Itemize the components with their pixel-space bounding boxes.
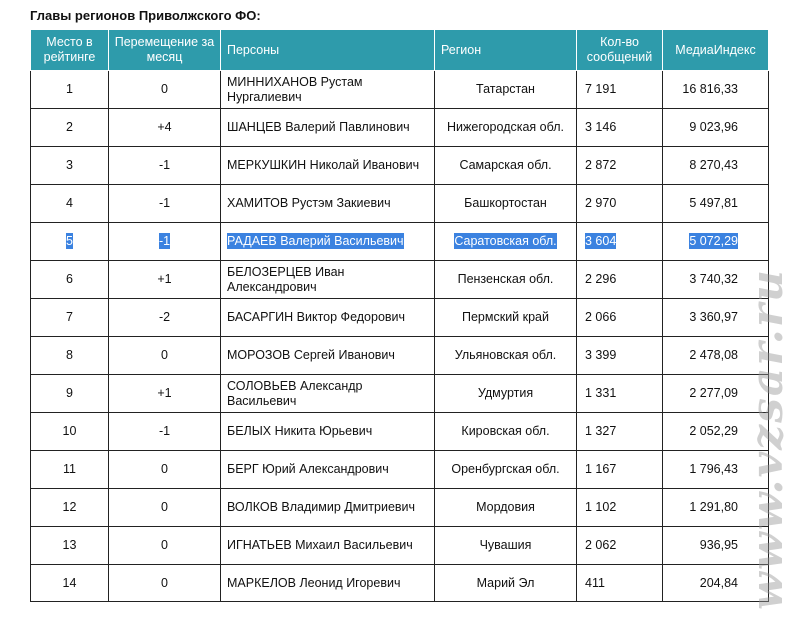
- media-cell: [663, 527, 769, 565]
- count-cell-text: 3 146: [585, 120, 617, 134]
- person-cell-text: ШАНЦЕВ Валерий Павлинович: [227, 120, 410, 134]
- region-cell: [435, 489, 577, 527]
- media-cell-text: 2 052,29: [689, 424, 738, 438]
- change-cell: [109, 299, 221, 337]
- count-cell: [577, 71, 663, 109]
- media-cell: [663, 147, 769, 185]
- person-cell-text: БАСАРГИН Виктор Федорович: [227, 310, 406, 324]
- table-row: [31, 147, 769, 185]
- table-row: [31, 71, 769, 109]
- column-header-media: МедиаИндекс: [663, 30, 769, 71]
- person-cell: [221, 223, 435, 261]
- person-cell-text: ВОЛКОВ Владимир Дмитриевич: [227, 500, 416, 514]
- count-cell-text: 7 191: [585, 82, 617, 96]
- rank-cell-text: 9: [66, 386, 73, 400]
- region-cell: [435, 299, 577, 337]
- region-cell-text: Ульяновская обл.: [454, 348, 557, 362]
- rank-cell: [31, 337, 109, 375]
- region-cell-text: Оренбургская обл.: [451, 462, 560, 476]
- count-cell-text: 411: [585, 575, 605, 590]
- table-row: [31, 375, 769, 413]
- media-cell-text: 8 270,43: [689, 158, 738, 172]
- change-cell: [109, 261, 221, 299]
- media-cell: [663, 565, 769, 602]
- media-cell-text: 5 497,81: [689, 196, 738, 210]
- rank-cell-text: 7: [66, 310, 73, 324]
- media-cell-text: 3 360,97: [689, 310, 738, 324]
- count-cell-text: 2 062: [585, 538, 617, 552]
- media-cell-text: 2 478,08: [689, 348, 738, 362]
- media-cell-text: 1 291,80: [689, 500, 738, 514]
- change-cell: [109, 71, 221, 109]
- rank-cell: [31, 375, 109, 413]
- count-cell: [577, 451, 663, 489]
- person-cell-text: ИГНАТЬЕВ Михаил Васильевич: [227, 538, 413, 552]
- rank-cell-text: 4: [66, 196, 73, 210]
- change-cell: [109, 147, 221, 185]
- change-cell-text: 0: [161, 575, 168, 590]
- region-cell-text: Пермский край: [462, 310, 549, 324]
- media-cell-text: 9 023,96: [689, 120, 738, 134]
- person-cell: [221, 261, 435, 299]
- change-cell-text: 0: [161, 82, 168, 96]
- media-cell-text: 1 796,43: [689, 462, 738, 476]
- change-cell-text: -1: [158, 196, 171, 210]
- rank-cell: [31, 261, 109, 299]
- media-cell-text: 936,95: [699, 538, 738, 552]
- region-cell-text: Удмуртия: [477, 386, 534, 400]
- person-cell: [221, 451, 435, 489]
- change-cell-text: 0: [161, 462, 168, 476]
- rank-cell-text: 3: [66, 158, 73, 172]
- column-header-region: Регион: [435, 30, 577, 71]
- count-cell: [577, 565, 663, 602]
- region-cell: [435, 185, 577, 223]
- person-cell: [221, 71, 435, 109]
- count-cell: [577, 185, 663, 223]
- count-cell-text: 1 167: [585, 462, 617, 476]
- person-cell-text: БЕЛЫХ Никита Юрьевич: [227, 424, 373, 438]
- change-cell-text: +1: [157, 386, 172, 400]
- media-cell-text: 3 740,32: [689, 272, 738, 286]
- rank-cell-text: 6: [66, 272, 73, 286]
- count-cell: [577, 337, 663, 375]
- region-cell: [435, 451, 577, 489]
- count-cell: [577, 223, 663, 261]
- column-header-person: Персоны: [221, 30, 435, 71]
- count-cell: [577, 109, 663, 147]
- region-cell: [435, 565, 577, 602]
- media-cell-text: 204,84: [699, 575, 738, 590]
- region-cell-text: Татарстан: [476, 82, 535, 96]
- person-cell-text: МОРОЗОВ Сергей Иванович: [227, 348, 395, 362]
- rank-cell-text: 5: [66, 234, 73, 248]
- count-cell-text: 3 604: [585, 234, 617, 248]
- table-row: [31, 223, 769, 261]
- change-cell: [109, 109, 221, 147]
- region-cell-text: Самарская обл.: [459, 158, 552, 172]
- change-cell: [109, 223, 221, 261]
- person-cell-text: МИННИХАНОВ Рустам Нургалиевич: [227, 74, 363, 104]
- table-row: [31, 299, 769, 337]
- rank-cell-text: 14: [62, 575, 77, 590]
- media-cell-text: 2 277,09: [689, 386, 738, 400]
- region-cell: [435, 71, 577, 109]
- region-cell-text: Пензенская обл.: [457, 272, 554, 286]
- person-cell-text: СОЛОВЬЕВ Александр Васильевич: [227, 378, 363, 408]
- rating-table: [30, 29, 769, 602]
- region-cell: [435, 147, 577, 185]
- person-cell: [221, 375, 435, 413]
- count-cell-text: 2 970: [585, 196, 617, 210]
- media-cell: [663, 223, 769, 261]
- person-cell: [221, 299, 435, 337]
- change-cell: [109, 527, 221, 565]
- count-cell: [577, 527, 663, 565]
- change-cell-text: -2: [158, 310, 171, 324]
- count-cell: [577, 489, 663, 527]
- change-cell-text: +4: [157, 120, 172, 134]
- rank-cell-text: 11: [63, 462, 76, 476]
- column-header-change: Перемещение за месяц: [109, 30, 221, 71]
- rank-cell: [31, 413, 109, 451]
- rank-cell: [31, 489, 109, 527]
- count-cell-text: 2 296: [585, 272, 617, 286]
- person-cell: [221, 565, 435, 602]
- media-cell: [663, 451, 769, 489]
- media-cell-text: 16 816,33: [682, 82, 738, 96]
- person-cell: [221, 109, 435, 147]
- rank-cell: [31, 109, 109, 147]
- media-cell: [663, 299, 769, 337]
- media-cell: [663, 185, 769, 223]
- region-cell-text: Саратовская обл.: [454, 234, 557, 248]
- change-cell: [109, 565, 221, 602]
- region-cell-text: Башкортостан: [464, 196, 547, 210]
- rank-cell: [31, 565, 109, 602]
- person-cell: [221, 527, 435, 565]
- media-cell: [663, 375, 769, 413]
- watermark: www.vzsar.ru: [742, 268, 793, 610]
- media-cell: [663, 337, 769, 375]
- media-cell: [663, 109, 769, 147]
- change-cell-text: 0: [161, 538, 168, 552]
- region-cell-text: Мордовия: [476, 500, 535, 514]
- count-cell-text: 2 066: [585, 310, 617, 324]
- count-cell-text: 1 102: [585, 500, 617, 514]
- change-cell-text: 0: [161, 500, 168, 514]
- region-cell-text: Чувашия: [479, 538, 532, 552]
- rank-cell: [31, 223, 109, 261]
- table-row: [31, 185, 769, 223]
- region-cell-text: Кировская обл.: [461, 424, 550, 438]
- table-row: [31, 527, 769, 565]
- rank-cell: [31, 147, 109, 185]
- count-cell-text: 1 331: [585, 386, 617, 400]
- person-cell: [221, 147, 435, 185]
- rank-cell: [31, 451, 109, 489]
- rank-cell: [31, 185, 109, 223]
- table-row: [31, 261, 769, 299]
- table-row: [31, 565, 769, 602]
- rank-cell: [31, 299, 109, 337]
- change-cell: [109, 489, 221, 527]
- rank-cell: [31, 527, 109, 565]
- count-cell-text: 3 399: [585, 348, 617, 362]
- count-cell: [577, 375, 663, 413]
- region-cell-text: Марий Эл: [476, 575, 535, 590]
- column-header-rank: Место в рейтинге: [31, 30, 109, 71]
- page-title: Главы регионов Приволжского ФО:: [30, 8, 261, 23]
- person-cell-text: МЕРКУШКИН Николай Иванович: [227, 158, 420, 172]
- media-cell: [663, 261, 769, 299]
- region-cell: [435, 527, 577, 565]
- table-row: [31, 489, 769, 527]
- region-cell: [435, 337, 577, 375]
- rank-cell-text: 1: [66, 82, 73, 96]
- person-cell-text: РАДАЕВ Валерий Васильевич: [227, 234, 404, 248]
- region-cell-text: Нижегородская обл.: [447, 120, 564, 134]
- region-cell: [435, 375, 577, 413]
- change-cell-text: -1: [158, 234, 171, 248]
- person-cell-text: БЕРГ Юрий Александрович: [227, 462, 389, 476]
- person-cell: [221, 185, 435, 223]
- change-cell: [109, 185, 221, 223]
- person-cell: [221, 489, 435, 527]
- person-cell-text: БЕЛОЗЕРЦЕВ Иван Александрович: [227, 264, 345, 294]
- media-cell: [663, 71, 769, 109]
- count-cell: [577, 413, 663, 451]
- rank-cell-text: 8: [66, 348, 73, 362]
- region-cell: [435, 413, 577, 451]
- change-cell-text: 0: [161, 348, 168, 362]
- count-cell: [577, 147, 663, 185]
- rank-cell-text: 13: [62, 538, 77, 552]
- person-cell-text: ХАМИТОВ Рустэм Закиевич: [227, 196, 391, 210]
- rank-cell-text: 2: [66, 120, 73, 134]
- table-row: [31, 451, 769, 489]
- count-cell-text: 1 327: [585, 424, 617, 438]
- change-cell-text: +1: [157, 272, 172, 286]
- count-cell: [577, 299, 663, 337]
- region-cell: [435, 223, 577, 261]
- count-cell: [577, 261, 663, 299]
- region-cell: [435, 109, 577, 147]
- change-cell: [109, 413, 221, 451]
- person-cell-text: МАРКЕЛОВ Леонид Игоревич: [227, 575, 401, 590]
- change-cell-text: -1: [158, 424, 171, 438]
- column-header-count: Кол-во сообщений: [577, 30, 663, 71]
- media-cell-text: 5 072,29: [689, 234, 738, 248]
- rank-cell: [31, 71, 109, 109]
- change-cell: [109, 451, 221, 489]
- media-cell: [663, 489, 769, 527]
- table-header-row: [31, 30, 769, 71]
- change-cell: [109, 375, 221, 413]
- rank-cell-text: 10: [62, 424, 77, 438]
- count-cell-text: 2 872: [585, 158, 617, 172]
- change-cell: [109, 337, 221, 375]
- person-cell: [221, 337, 435, 375]
- table-row: [31, 337, 769, 375]
- table-row: [31, 109, 769, 147]
- person-cell: [221, 413, 435, 451]
- region-cell: [435, 261, 577, 299]
- table-row: [31, 413, 769, 451]
- media-cell: [663, 413, 769, 451]
- change-cell-text: -1: [158, 158, 171, 172]
- rank-cell-text: 12: [62, 500, 77, 514]
